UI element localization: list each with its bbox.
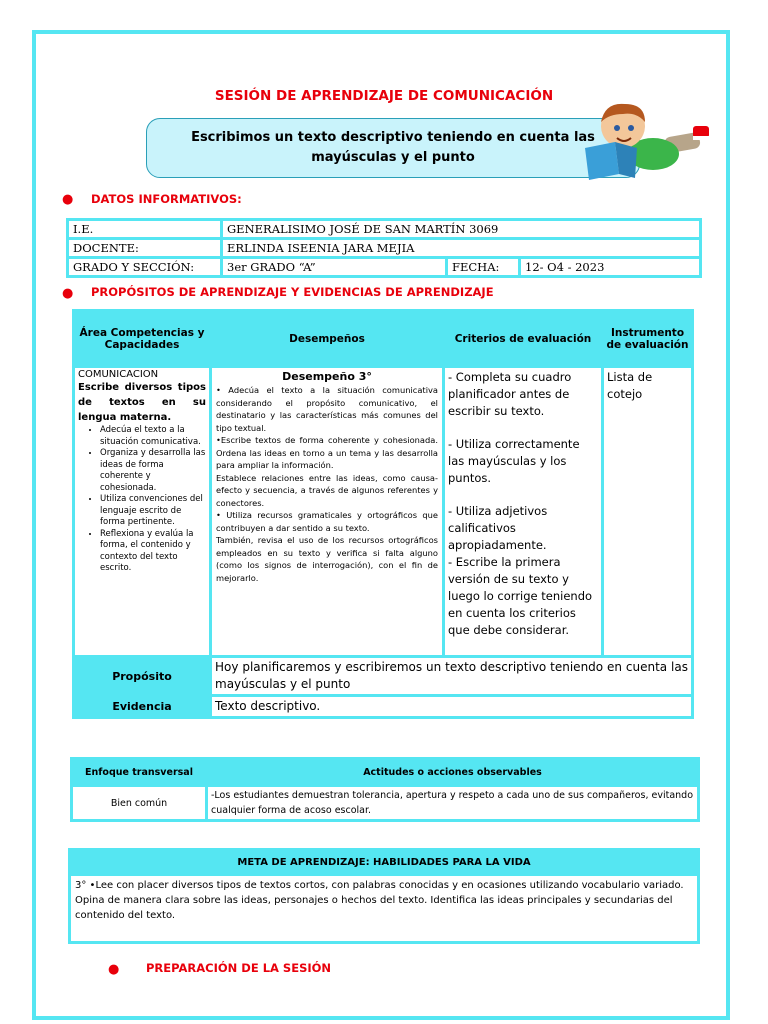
capacidades-list: [78, 425, 206, 575]
section-propositos-heading: PROPÓSITOS DE APRENDIZAJE Y EVIDENCIAS DE APRENDIZAJE: [91, 285, 494, 299]
list-item: • Reflexiona y evalúa la forma, el contenido y contexto del texto escrito.: [100, 529, 206, 575]
bullet-icon: ●: [62, 192, 74, 207]
enfoque-name: Bien común: [72, 786, 207, 821]
meta-table: [68, 848, 700, 944]
table-row: [72, 786, 699, 821]
table-header-row: [70, 850, 699, 875]
reading-child-illustration: [575, 96, 725, 186]
area-name: COMUNICACION: [78, 369, 159, 380]
proposito-label: Propósito: [74, 657, 211, 696]
desempeno-item: Establece relaciones entre las ideas, como causa-efecto y secuencia, a través de algunos referentes y conectores.: [216, 472, 438, 508]
instrumento-cell: [603, 367, 693, 657]
list-item: • Utiliza convenciones del lenguaje escrito de forma pertinente.: [100, 494, 206, 529]
grado-value: 3er GRADO “A”: [222, 258, 447, 277]
proposito-text: Hoy planificaremos y escribiremos un texto descriptivo teniendo en cuenta las mayúsculas y el punto: [211, 657, 693, 696]
enfoque-header: Enfoque transversal: [72, 759, 207, 786]
grado-label: GRADO Y SECCIÓN:: [68, 258, 222, 277]
criterio-item: - Completa su cuadro planificador antes de escribir su texto.: [448, 370, 572, 418]
ie-value: GENERALISIMO JOSÉ DE SAN MARTÍN 3069: [222, 220, 701, 239]
header-criterios: Criterios de evaluación: [444, 311, 603, 367]
table-header-row: [74, 311, 693, 367]
docente-label: DOCENTE:: [68, 239, 222, 258]
table-header-row: [72, 759, 699, 786]
desempeno-title: Desempeño 3°: [282, 370, 372, 383]
criterios-cell: [444, 367, 603, 657]
table-row: [74, 367, 693, 657]
propositos-table: [72, 309, 694, 719]
criterio-item: - Utiliza correctamente las mayúsculas y los puntos.: [448, 437, 580, 485]
instrumento-value: Lista de cotejo: [607, 370, 653, 401]
desempeno-item: •Escribe textos de forma coherente y cohesionada. Ordena las ideas en torno a un tema y las desarrolla para ampliar la información.: [216, 435, 438, 470]
meta-text: 3° •Lee con placer diversos tipos de textos cortos, con palabras conocidas y en ocasiones utilizando vocabulario variado. Opina de manera clara sobre las ideas, personajes o hechos del texto. Identifica las ideas principales y secundarias del contenido del texto.: [70, 875, 699, 943]
table-row: [68, 258, 701, 277]
desempeno-item: • Utiliza recursos gramaticales y ortográficos que contribuyen a dar sentido a su texto.: [216, 510, 438, 533]
criterio-item: - Escribe la primera versión de su texto y luego lo corrige teniendo en cuenta los criterios que debe considerar.: [448, 555, 593, 637]
enfoque-table: [70, 757, 700, 822]
section-datos-heading: DATOS INFORMATIVOS:: [91, 192, 242, 206]
ie-label: I.E.: [68, 220, 222, 239]
bullet-icon: ●: [108, 962, 120, 977]
header-area: Área Competencias y Capacidades: [74, 311, 211, 367]
page-title: SESIÓN DE APRENDIZAJE DE COMUNICACIÓN: [214, 88, 554, 104]
fecha-value: 12- O4 - 2023: [520, 258, 701, 277]
table-row: [68, 220, 701, 239]
table-row: [70, 875, 699, 943]
table-row: [68, 239, 701, 258]
bullet-icon: ●: [62, 286, 74, 301]
docente-value: ERLINDA ISEENIA JARA MEJIA: [222, 239, 701, 258]
enfoque-text: -Los estudiantes demuestran tolerancia, apertura y respeto a cada uno de sus compañeros, evitando cualquier forma de acoso escolar.: [207, 786, 699, 821]
criterio-item: - Utiliza adjetivos calificativos apropiadamente.: [448, 504, 548, 552]
desempeno-item: También, revisa el uso de los recursos ortográficos empleados en su texto y verifica si falta alguno (como los signos de interrogación), con el fin de mejorarlo.: [216, 535, 438, 583]
banner-text: Escribimos un texto descriptivo teniendo en cuenta las mayúsculas y el punto: [191, 130, 595, 165]
section-preparacion-heading: PREPARACIÓN DE LA SESIÓN: [146, 961, 332, 975]
header-desempenos: Desempeños: [211, 311, 444, 367]
desempeno-item: • Adecúa el texto a la situación comunicativa considerando el propósito comunicativo, el destinatario y las características más comunes del tipo textual.: [216, 385, 438, 433]
datos-table: [66, 218, 702, 278]
evidencia-text: Texto descriptivo.: [211, 696, 693, 718]
list-item: • Adecúa el texto a la situación comunicativa.: [100, 425, 206, 448]
meta-header: META DE APRENDIZAJE: HABILIDADES PARA LA VIDA: [70, 850, 699, 875]
area-cell: [74, 367, 211, 657]
table-row: [74, 657, 693, 696]
fecha-label: FECHA:: [447, 258, 520, 277]
competencia: Escribe diversos tipos de textos en su lengua materna.: [78, 382, 206, 423]
table-row: [74, 696, 693, 718]
evidencia-label: Evidencia: [74, 696, 211, 718]
actitudes-header: Actitudes o acciones observables: [207, 759, 699, 786]
desempenos-cell: [211, 367, 444, 657]
list-item: • Organiza y desarrolla las ideas de forma coherente y cohesionada.: [100, 448, 206, 494]
header-instrumento: Instrumento de evaluación: [603, 311, 693, 367]
session-banner: [146, 118, 640, 178]
